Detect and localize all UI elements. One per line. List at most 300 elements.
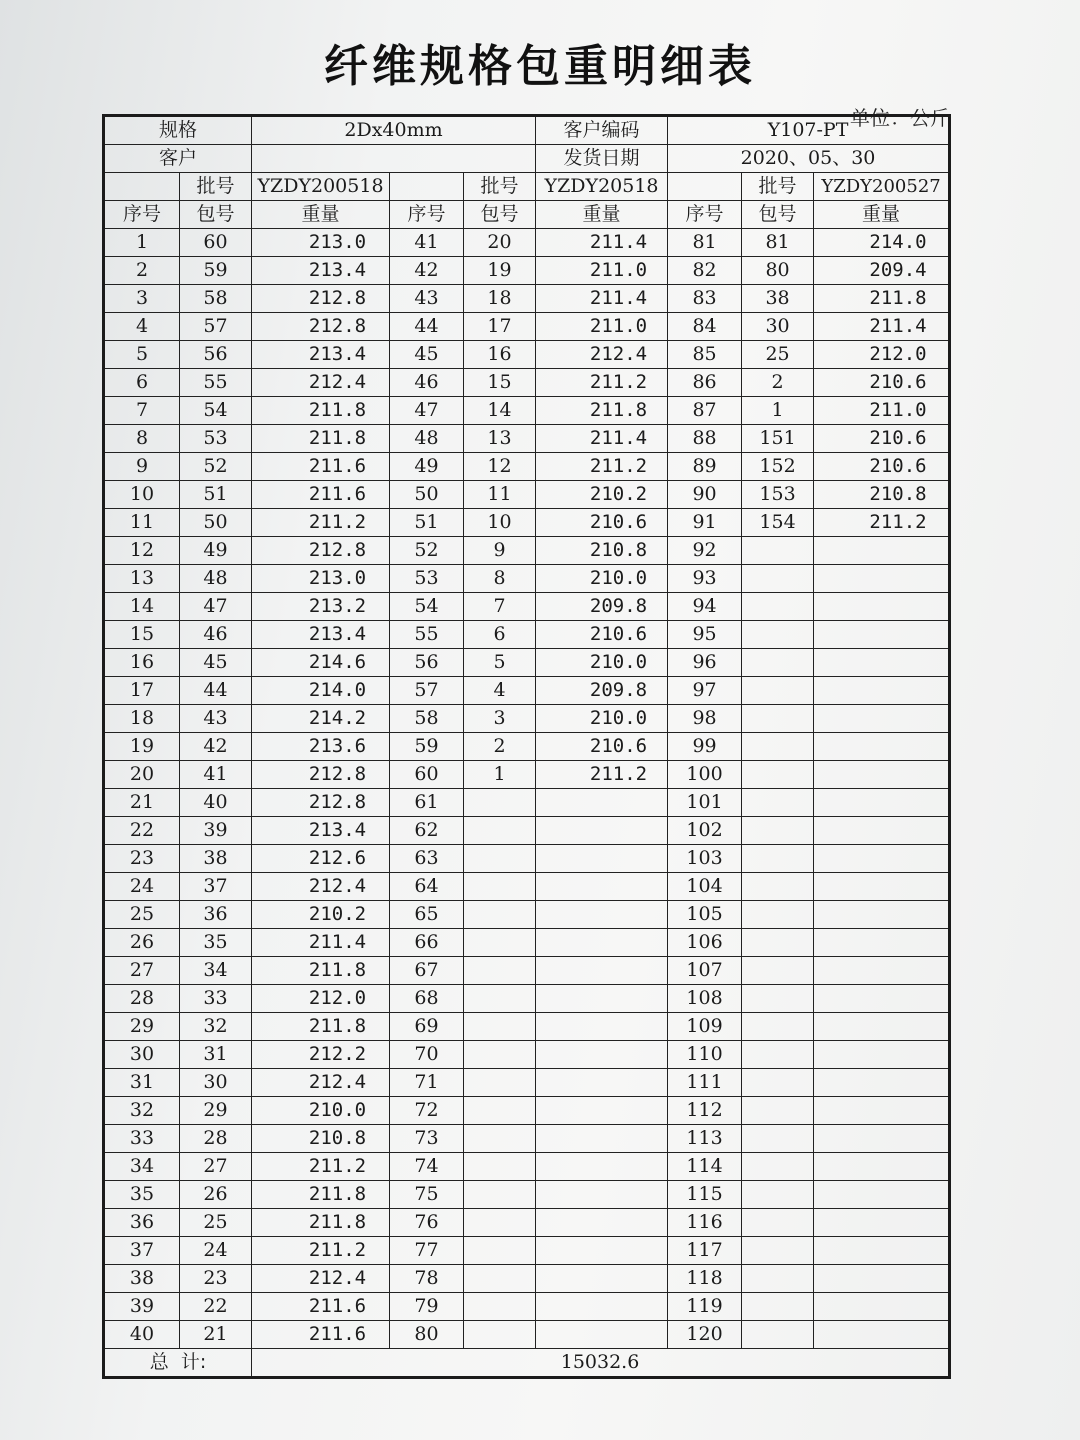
customer-value xyxy=(252,145,536,173)
seq-cell: 34 xyxy=(104,1153,180,1181)
col-bale-2: 包号 xyxy=(464,201,536,229)
bale-cell xyxy=(742,761,814,789)
seq-cell: 116 xyxy=(668,1209,742,1237)
weight-cell: 211.2 xyxy=(814,509,950,537)
col-seq-1: 序号 xyxy=(104,201,180,229)
seq-cell: 81 xyxy=(668,229,742,257)
seq-cell: 9 xyxy=(104,453,180,481)
weight-cell: 210.6 xyxy=(814,425,950,453)
bale-cell xyxy=(464,845,536,873)
bale-cell xyxy=(742,621,814,649)
bale-weight-table xyxy=(102,114,951,1379)
bale-cell xyxy=(742,677,814,705)
bale-cell: 20 xyxy=(464,229,536,257)
weight-cell: 212.0 xyxy=(814,341,950,369)
weight-cell xyxy=(814,957,950,985)
seq-cell: 112 xyxy=(668,1097,742,1125)
weight-cell: 212.4 xyxy=(536,341,668,369)
weight-cell xyxy=(814,733,950,761)
table-row xyxy=(104,929,950,957)
spec-row xyxy=(104,116,950,145)
bale-cell xyxy=(464,985,536,1013)
table-row xyxy=(104,453,950,481)
bale-cell xyxy=(464,1013,536,1041)
table-row xyxy=(104,649,950,677)
weight-cell: 214.0 xyxy=(814,229,950,257)
bale-cell xyxy=(742,957,814,985)
bale-cell: 28 xyxy=(180,1125,252,1153)
bale-cell: 40 xyxy=(180,789,252,817)
spec-label: 规格 xyxy=(104,116,252,145)
seq-cell: 90 xyxy=(668,481,742,509)
weight-cell: 212.8 xyxy=(252,285,390,313)
weight-cell xyxy=(536,1069,668,1097)
weight-cell: 211.8 xyxy=(252,425,390,453)
bale-cell: 29 xyxy=(180,1097,252,1125)
weight-cell xyxy=(536,1293,668,1321)
table-row xyxy=(104,957,950,985)
seq-cell: 113 xyxy=(668,1125,742,1153)
customer-label: 客户 xyxy=(104,145,252,173)
table-row xyxy=(104,817,950,845)
weight-cell: 211.2 xyxy=(252,509,390,537)
bale-cell xyxy=(464,1153,536,1181)
weight-cell xyxy=(814,1153,950,1181)
bale-cell: 30 xyxy=(180,1069,252,1097)
bale-cell: 36 xyxy=(180,901,252,929)
bale-cell xyxy=(464,929,536,957)
table-row xyxy=(104,1097,950,1125)
seq-cell: 30 xyxy=(104,1041,180,1069)
seq-cell: 50 xyxy=(390,481,464,509)
bale-cell: 154 xyxy=(742,509,814,537)
weight-cell: 212.6 xyxy=(252,845,390,873)
weight-cell: 210.8 xyxy=(536,537,668,565)
weight-cell: 213.2 xyxy=(252,593,390,621)
weight-cell: 212.2 xyxy=(252,1041,390,1069)
table-row xyxy=(104,509,950,537)
seq-cell: 67 xyxy=(390,957,464,985)
bale-cell: 3 xyxy=(464,705,536,733)
bale-cell xyxy=(742,817,814,845)
weight-cell xyxy=(814,1321,950,1349)
bale-cell: 81 xyxy=(742,229,814,257)
weight-cell xyxy=(536,1321,668,1349)
seq-cell: 39 xyxy=(104,1293,180,1321)
bale-cell: 27 xyxy=(180,1153,252,1181)
bale-cell: 32 xyxy=(180,1013,252,1041)
bale-cell: 46 xyxy=(180,621,252,649)
seq-cell: 85 xyxy=(668,341,742,369)
seq-cell: 94 xyxy=(668,593,742,621)
bale-cell xyxy=(742,1097,814,1125)
weight-cell xyxy=(536,1125,668,1153)
ship-date-value: 2020、05、30 xyxy=(668,145,950,173)
seq-cell: 11 xyxy=(104,509,180,537)
weight-cell: 210.6 xyxy=(536,733,668,761)
weight-cell xyxy=(814,1097,950,1125)
seq-cell: 105 xyxy=(668,901,742,929)
weight-cell: 211.6 xyxy=(252,453,390,481)
weight-cell: 211.6 xyxy=(252,1293,390,1321)
seq-cell: 74 xyxy=(390,1153,464,1181)
seq-cell: 49 xyxy=(390,453,464,481)
seq-cell: 44 xyxy=(390,313,464,341)
weight-cell: 211.4 xyxy=(814,313,950,341)
col-bale-3: 包号 xyxy=(742,201,814,229)
bale-cell: 19 xyxy=(464,257,536,285)
weight-cell: 212.8 xyxy=(252,761,390,789)
bale-cell: 41 xyxy=(180,761,252,789)
table-row xyxy=(104,593,950,621)
bale-cell xyxy=(464,1293,536,1321)
seq-cell: 61 xyxy=(390,789,464,817)
weight-cell: 211.8 xyxy=(814,285,950,313)
table-row xyxy=(104,1237,950,1265)
batch-label-1: 批号 xyxy=(180,173,252,201)
table-row xyxy=(104,425,950,453)
weight-cell: 211.2 xyxy=(536,761,668,789)
table-row xyxy=(104,1013,950,1041)
table-row xyxy=(104,985,950,1013)
weight-cell xyxy=(536,1153,668,1181)
bale-cell: 152 xyxy=(742,453,814,481)
bale-cell: 2 xyxy=(464,733,536,761)
weight-cell xyxy=(814,705,950,733)
weight-cell xyxy=(814,929,950,957)
weight-cell: 211.4 xyxy=(536,229,668,257)
batch-blank-2 xyxy=(390,173,464,201)
weight-cell xyxy=(814,1293,950,1321)
weight-cell xyxy=(536,845,668,873)
weight-cell: 210.0 xyxy=(536,705,668,733)
seq-cell: 31 xyxy=(104,1069,180,1097)
weight-cell: 213.4 xyxy=(252,621,390,649)
weight-cell xyxy=(814,761,950,789)
bale-cell: 1 xyxy=(742,397,814,425)
seq-cell: 98 xyxy=(668,705,742,733)
weight-cell: 210.6 xyxy=(814,453,950,481)
bale-cell xyxy=(742,1069,814,1097)
seq-cell: 76 xyxy=(390,1209,464,1237)
seq-cell: 64 xyxy=(390,873,464,901)
bale-cell: 7 xyxy=(464,593,536,621)
col-bale-1: 包号 xyxy=(180,201,252,229)
weight-cell: 213.4 xyxy=(252,341,390,369)
seq-cell: 53 xyxy=(390,565,464,593)
bale-cell xyxy=(464,789,536,817)
weight-cell: 212.4 xyxy=(252,369,390,397)
seq-cell: 15 xyxy=(104,621,180,649)
seq-cell: 70 xyxy=(390,1041,464,1069)
table-row xyxy=(104,761,950,789)
weight-cell: 211.4 xyxy=(252,929,390,957)
bale-cell: 24 xyxy=(180,1237,252,1265)
bale-cell: 30 xyxy=(742,313,814,341)
ship-date-label: 发货日期 xyxy=(536,145,668,173)
weight-cell: 211.4 xyxy=(536,285,668,313)
table-row xyxy=(104,677,950,705)
weight-cell xyxy=(536,901,668,929)
bale-cell: 15 xyxy=(464,369,536,397)
weight-cell xyxy=(814,901,950,929)
seq-cell: 16 xyxy=(104,649,180,677)
seq-cell: 89 xyxy=(668,453,742,481)
bale-cell xyxy=(742,1237,814,1265)
bale-cell xyxy=(742,537,814,565)
weight-cell xyxy=(536,1265,668,1293)
bale-cell: 38 xyxy=(180,845,252,873)
bale-cell xyxy=(742,705,814,733)
weight-cell xyxy=(536,873,668,901)
seq-cell: 56 xyxy=(390,649,464,677)
seq-cell: 21 xyxy=(104,789,180,817)
bale-cell: 55 xyxy=(180,369,252,397)
bale-cell: 22 xyxy=(180,1293,252,1321)
bale-cell xyxy=(742,1293,814,1321)
seq-cell: 92 xyxy=(668,537,742,565)
bale-cell xyxy=(464,901,536,929)
weight-cell: 211.0 xyxy=(814,397,950,425)
seq-cell: 19 xyxy=(104,733,180,761)
weight-cell: 210.6 xyxy=(536,509,668,537)
weight-cell: 211.6 xyxy=(252,481,390,509)
seq-cell: 68 xyxy=(390,985,464,1013)
bale-cell xyxy=(464,1181,536,1209)
bale-cell: 38 xyxy=(742,285,814,313)
bale-cell: 2 xyxy=(742,369,814,397)
bale-cell xyxy=(742,1125,814,1153)
seq-cell: 54 xyxy=(390,593,464,621)
weight-cell xyxy=(814,593,950,621)
seq-cell: 45 xyxy=(390,341,464,369)
weight-cell: 213.0 xyxy=(252,229,390,257)
seq-cell: 29 xyxy=(104,1013,180,1041)
seq-cell: 110 xyxy=(668,1041,742,1069)
table-row xyxy=(104,845,950,873)
table-row xyxy=(104,565,950,593)
bale-cell xyxy=(464,873,536,901)
table-row xyxy=(104,873,950,901)
weight-cell xyxy=(536,1237,668,1265)
bale-cell xyxy=(742,1041,814,1069)
weight-cell: 211.4 xyxy=(536,425,668,453)
weight-cell xyxy=(536,789,668,817)
col-weight-1: 重量 xyxy=(252,201,390,229)
weight-cell: 210.0 xyxy=(536,649,668,677)
batch-value-1: YZDY200518 xyxy=(252,173,390,201)
bale-cell: 13 xyxy=(464,425,536,453)
seq-cell: 12 xyxy=(104,537,180,565)
weight-cell: 209.8 xyxy=(536,593,668,621)
col-seq-3: 序号 xyxy=(668,201,742,229)
batch-label-2: 批号 xyxy=(464,173,536,201)
bale-cell xyxy=(742,873,814,901)
weight-cell xyxy=(814,985,950,1013)
seq-cell: 118 xyxy=(668,1265,742,1293)
bale-cell: 34 xyxy=(180,957,252,985)
seq-cell: 83 xyxy=(668,285,742,313)
seq-cell: 8 xyxy=(104,425,180,453)
weight-cell xyxy=(814,621,950,649)
bale-cell: 80 xyxy=(742,257,814,285)
bale-cell xyxy=(742,985,814,1013)
bale-cell: 18 xyxy=(464,285,536,313)
bale-cell: 59 xyxy=(180,257,252,285)
weight-cell: 209.8 xyxy=(536,677,668,705)
bale-cell xyxy=(742,1265,814,1293)
seq-cell: 59 xyxy=(390,733,464,761)
bale-cell: 8 xyxy=(464,565,536,593)
seq-cell: 108 xyxy=(668,985,742,1013)
seq-cell: 71 xyxy=(390,1069,464,1097)
seq-cell: 75 xyxy=(390,1181,464,1209)
batch-blank-3 xyxy=(668,173,742,201)
seq-cell: 87 xyxy=(668,397,742,425)
seq-cell: 3 xyxy=(104,285,180,313)
seq-cell: 119 xyxy=(668,1293,742,1321)
weight-cell: 211.8 xyxy=(536,397,668,425)
col-weight-2: 重量 xyxy=(536,201,668,229)
column-header-row xyxy=(104,201,950,229)
seq-cell: 2 xyxy=(104,257,180,285)
weight-cell: 212.8 xyxy=(252,537,390,565)
seq-cell: 57 xyxy=(390,677,464,705)
bale-cell: 51 xyxy=(180,481,252,509)
seq-cell: 5 xyxy=(104,341,180,369)
seq-cell: 101 xyxy=(668,789,742,817)
table-row xyxy=(104,397,950,425)
bale-cell xyxy=(464,1321,536,1349)
table-row xyxy=(104,1153,950,1181)
seq-cell: 109 xyxy=(668,1013,742,1041)
bale-cell: 6 xyxy=(464,621,536,649)
seq-cell: 4 xyxy=(104,313,180,341)
weight-cell: 211.2 xyxy=(252,1237,390,1265)
weight-cell xyxy=(814,1265,950,1293)
weight-cell: 210.0 xyxy=(252,1097,390,1125)
bale-cell: 47 xyxy=(180,593,252,621)
seq-cell: 51 xyxy=(390,509,464,537)
weight-cell: 212.8 xyxy=(252,313,390,341)
seq-cell: 103 xyxy=(668,845,742,873)
total-label: 总 计: xyxy=(104,1349,252,1378)
bale-cell: 23 xyxy=(180,1265,252,1293)
bale-cell: 151 xyxy=(742,425,814,453)
seq-cell: 17 xyxy=(104,677,180,705)
table-row xyxy=(104,1181,950,1209)
table-row xyxy=(104,285,950,313)
weight-cell: 214.2 xyxy=(252,705,390,733)
weight-cell xyxy=(536,1209,668,1237)
weight-cell: 211.6 xyxy=(252,1321,390,1349)
weight-cell xyxy=(814,1181,950,1209)
bale-cell: 56 xyxy=(180,341,252,369)
weight-cell xyxy=(536,1181,668,1209)
seq-cell: 114 xyxy=(668,1153,742,1181)
customer-code-value: Y107-PT xyxy=(668,116,950,145)
bale-cell: 25 xyxy=(180,1209,252,1237)
bale-cell: 16 xyxy=(464,341,536,369)
seq-cell: 22 xyxy=(104,817,180,845)
seq-cell: 27 xyxy=(104,957,180,985)
bale-cell: 49 xyxy=(180,537,252,565)
weight-cell xyxy=(814,1069,950,1097)
batch-row xyxy=(104,173,950,201)
seq-cell: 65 xyxy=(390,901,464,929)
weight-cell xyxy=(536,817,668,845)
weight-cell: 210.8 xyxy=(252,1125,390,1153)
col-weight-3: 重量 xyxy=(814,201,950,229)
seq-cell: 78 xyxy=(390,1265,464,1293)
weight-cell: 210.8 xyxy=(814,481,950,509)
seq-cell: 13 xyxy=(104,565,180,593)
seq-cell: 86 xyxy=(668,369,742,397)
bale-cell: 48 xyxy=(180,565,252,593)
seq-cell: 60 xyxy=(390,761,464,789)
bale-cell: 33 xyxy=(180,985,252,1013)
table-row xyxy=(104,789,950,817)
seq-cell: 79 xyxy=(390,1293,464,1321)
seq-cell: 93 xyxy=(668,565,742,593)
weight-cell xyxy=(814,1209,950,1237)
table-row xyxy=(104,1041,950,1069)
bale-cell xyxy=(464,957,536,985)
bale-cell: 53 xyxy=(180,425,252,453)
seq-cell: 38 xyxy=(104,1265,180,1293)
seq-cell: 48 xyxy=(390,425,464,453)
bale-cell: 17 xyxy=(464,313,536,341)
weight-cell xyxy=(814,537,950,565)
bale-cell: 52 xyxy=(180,453,252,481)
seq-cell: 104 xyxy=(668,873,742,901)
bale-cell xyxy=(464,1237,536,1265)
weight-cell xyxy=(536,1097,668,1125)
seq-cell: 25 xyxy=(104,901,180,929)
weight-cell xyxy=(536,1013,668,1041)
table-row xyxy=(104,621,950,649)
bale-cell: 44 xyxy=(180,677,252,705)
seq-cell: 18 xyxy=(104,705,180,733)
bale-cell: 4 xyxy=(464,677,536,705)
unit-label: 单位：公斤 xyxy=(850,106,950,130)
weight-cell: 210.6 xyxy=(814,369,950,397)
bale-cell xyxy=(742,593,814,621)
bale-cell xyxy=(464,1209,536,1237)
col-seq-2: 序号 xyxy=(390,201,464,229)
bale-cell xyxy=(742,1153,814,1181)
weight-cell xyxy=(814,1125,950,1153)
bale-cell xyxy=(742,1321,814,1349)
seq-cell: 77 xyxy=(390,1237,464,1265)
seq-cell: 72 xyxy=(390,1097,464,1125)
seq-cell: 73 xyxy=(390,1125,464,1153)
seq-cell: 36 xyxy=(104,1209,180,1237)
bale-cell xyxy=(742,733,814,761)
weight-cell: 210.6 xyxy=(536,621,668,649)
weight-cell xyxy=(814,565,950,593)
bale-cell: 35 xyxy=(180,929,252,957)
seq-cell: 52 xyxy=(390,537,464,565)
seq-cell: 24 xyxy=(104,873,180,901)
seq-cell: 42 xyxy=(390,257,464,285)
batch-value-3: YZDY200527 xyxy=(814,173,950,201)
seq-cell: 111 xyxy=(668,1069,742,1097)
bale-cell xyxy=(464,1097,536,1125)
seq-cell: 7 xyxy=(104,397,180,425)
seq-cell: 58 xyxy=(390,705,464,733)
seq-cell: 41 xyxy=(390,229,464,257)
